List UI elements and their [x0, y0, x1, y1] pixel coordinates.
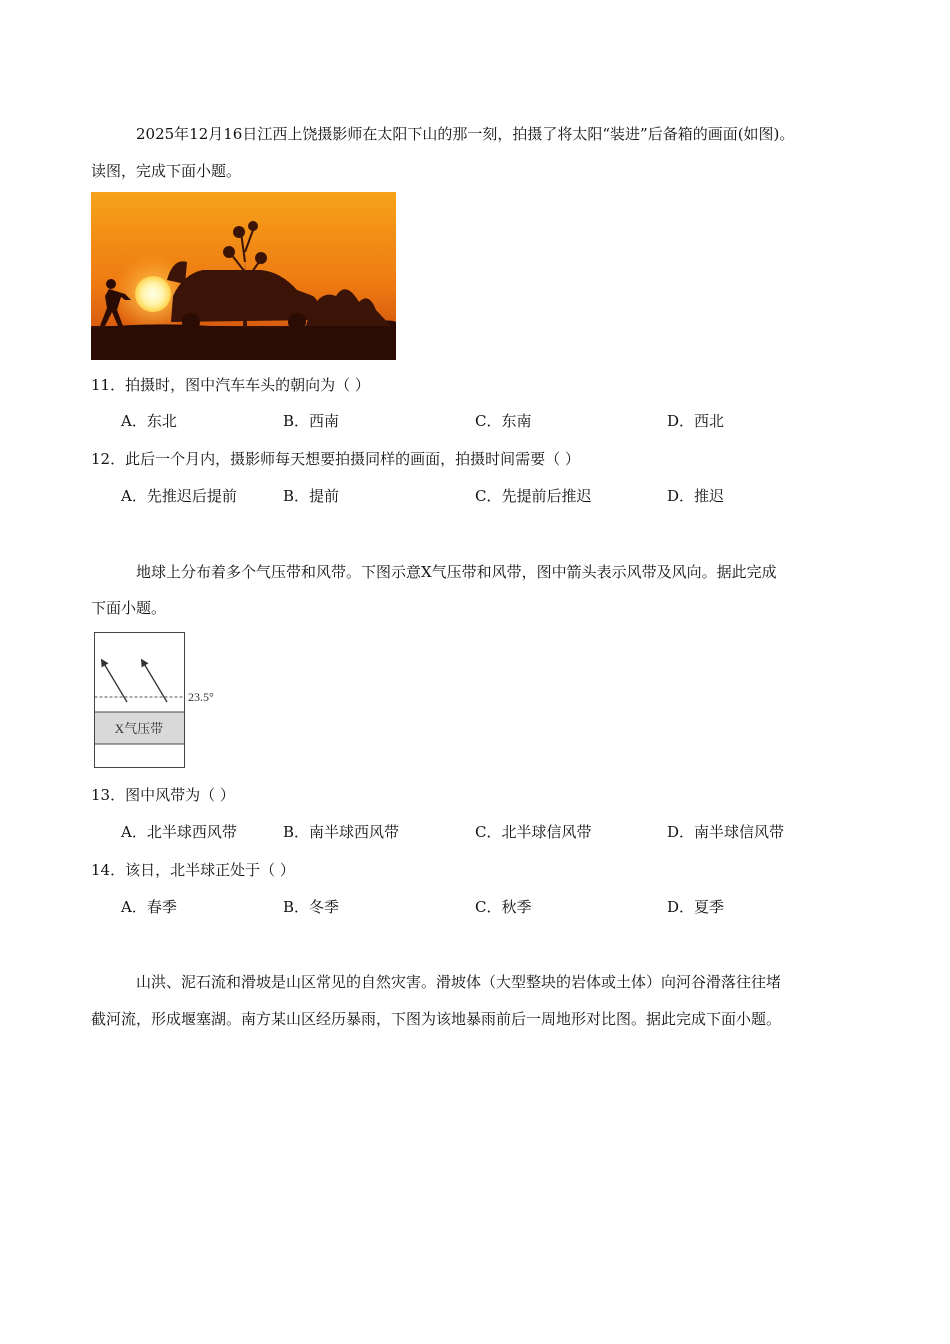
question-11-stem: 11．拍摄时，图中汽车车头的朝向为（ ）: [91, 376, 370, 394]
section1-intro-line2: 读图，完成下面小题。: [91, 162, 242, 180]
question-13-option-d: D．南半球信风带: [667, 823, 785, 841]
x-pressure-belt-label: X气压带: [114, 721, 164, 736]
pressure-belt-figure: [93, 630, 223, 770]
question-13-option-c: C．北半球信风带: [475, 823, 592, 841]
sunset-car-photo: [91, 192, 396, 360]
question-12-stem: 12．此后一个月内，摄影师每天想要拍摄同样的画面，拍摄时间需要（ ）: [91, 450, 580, 468]
question-12-option-b: B．提前: [283, 487, 340, 505]
question-13-option-a: A．北半球西风带: [121, 823, 237, 841]
question-11-option-b: B．西南: [283, 412, 340, 430]
pressure-belt-diagram: [93, 630, 223, 770]
question-14-option-d: D．夏季: [667, 898, 725, 916]
question-12-option-c: C．先提前后推迟: [475, 487, 592, 505]
section2-intro-line1: 地球上分布着多个气压带和风带。下图示意X气压带和风带，图中箭头表示风带及风向。据此完成: [136, 563, 777, 581]
question-12-option-a: A．先推迟后提前: [121, 487, 237, 505]
question-14-option-c: C．秋季: [475, 898, 532, 916]
section3-intro-line2: 截河流，形成堰塞湖。南方某山区经历暴雨，下图为该地暴雨前后一周地形对比图。据此完成下面小题。: [91, 1010, 782, 1028]
question-14-option-b: B．冬季: [283, 898, 340, 916]
section2-intro-line2: 下面小题。: [91, 599, 167, 617]
section1-intro-line1: 2025年12月16日江西上饶摄影师在太阳下山的那一刻，拍摄了将太阳“装进”后备箱的画面(如图)。: [136, 125, 795, 143]
question-12-option-d: D．推迟: [667, 487, 725, 505]
sunset-car-illustration: [91, 192, 396, 360]
latitude-label: 23.5°: [188, 690, 214, 704]
question-11-option-d: D．西北: [667, 412, 725, 430]
question-11-option-c: C．东南: [475, 412, 532, 430]
question-11-option-a: A．东北: [121, 412, 177, 430]
question-13-stem: 13．图中风带为（ ）: [91, 786, 235, 804]
question-14-stem: 14．该日，北半球正处于（ ）: [91, 861, 295, 879]
question-14-option-a: A．春季: [121, 898, 177, 916]
question-13-option-b: B．南半球西风带: [283, 823, 400, 841]
section3-intro-line1: 山洪、泥石流和滑坡是山区常见的自然灾害。滑坡体（大型整块的岩体或土体）向河谷滑落往往堵: [136, 973, 782, 991]
